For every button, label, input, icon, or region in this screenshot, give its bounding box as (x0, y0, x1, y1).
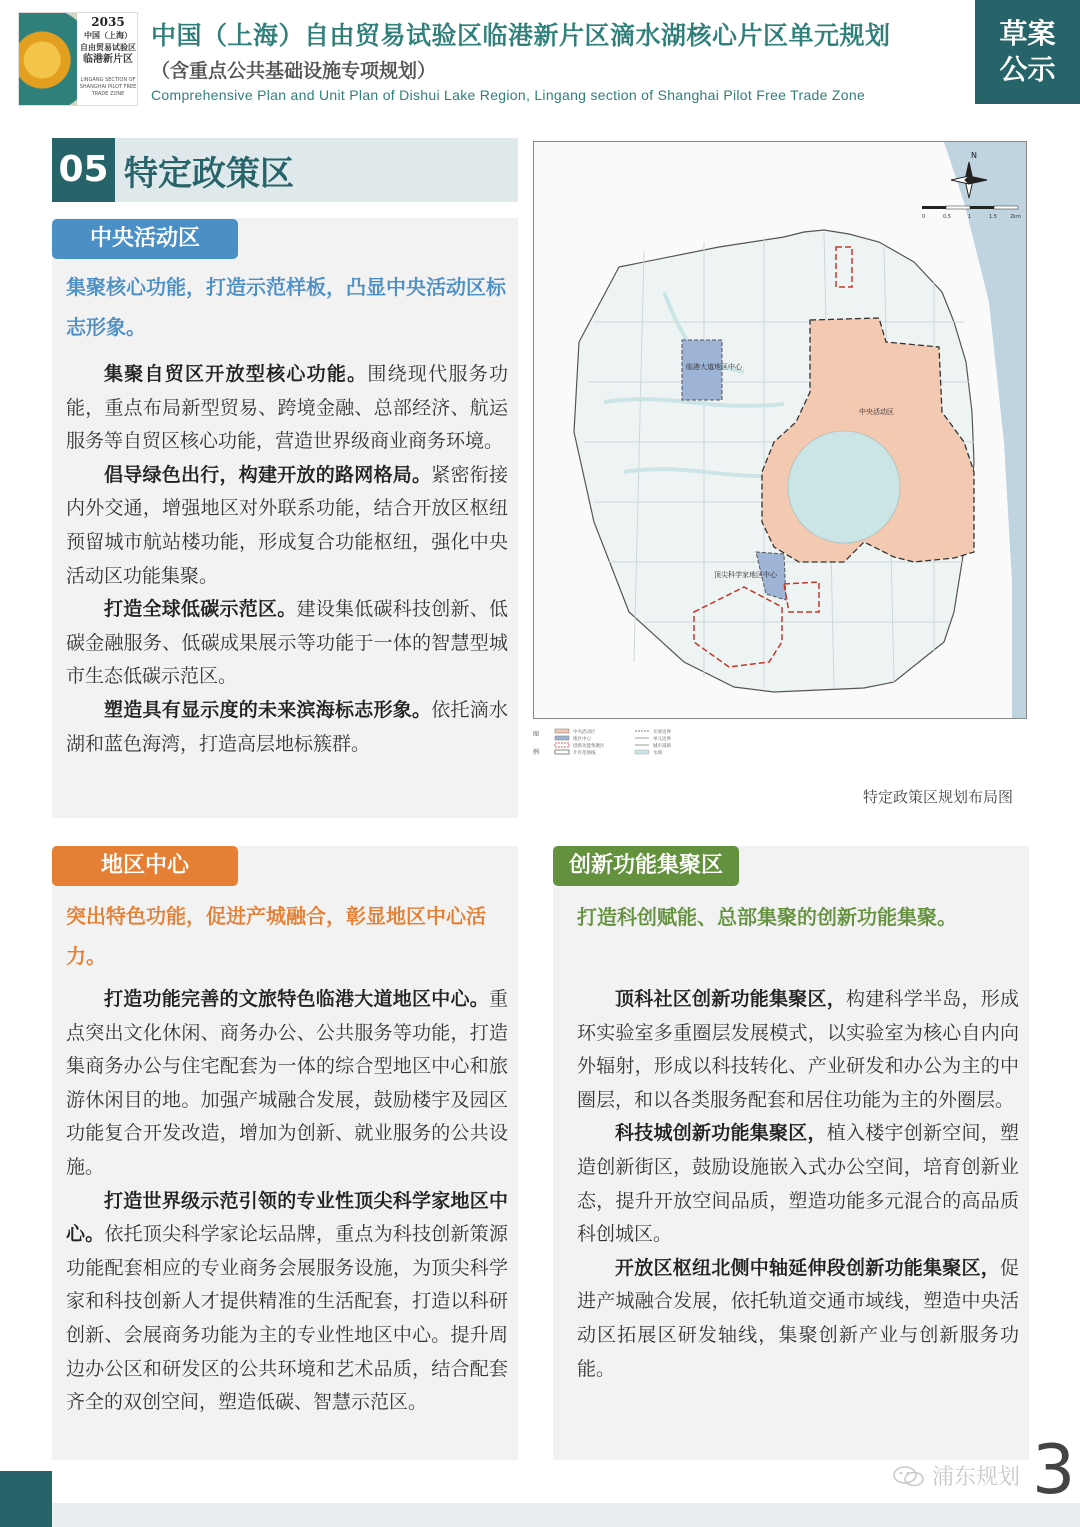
footer-strip (52, 1503, 1080, 1527)
legend-item: 中央活动区 (573, 730, 596, 735)
central-activity-body (66, 358, 508, 761)
paragraph: 倡导绿色出行，构建开放的路网格局。紧密衔接内外交通，增强地区对外联系功能，结合开放区枢纽预留城市航站楼功能，形成复合功能枢纽，强化中央活动区功能集聚。 (66, 463, 508, 587)
scale-tick: 1.5 (989, 214, 997, 220)
section-heading (52, 138, 518, 202)
legend-item: 水域 (653, 751, 662, 756)
document-subtitle: （含重点公共基础设施专项规划） (151, 60, 437, 82)
logo-english: LINGANG SECTION OF SHANGHAI PILOT FREE TRADE ZONE (79, 77, 137, 97)
draft-badge-line-2: 公示 (999, 53, 1056, 86)
page-header (0, 0, 1080, 110)
district-center-body (66, 983, 508, 1420)
wechat-icon (892, 1465, 926, 1487)
map-label-district-center-2: 顶尖科学家地区中心 (714, 571, 777, 579)
logo-line-2: 自由贸易试验区 (80, 43, 136, 52)
legend-item: 片区范围线 (573, 751, 596, 756)
map-graphic (534, 142, 1027, 719)
logo-line-3: 临港新片区 (83, 54, 133, 65)
paragraph: 打造功能完善的文旅特色临港大道地区中心。重点突出文化休闲、商务办公、公共服务等功能，打造集商务办公与住宅配套为一体的综合型地区中心和旅游休闲目的地。加强产城融合发展，鼓励楼宇及园区功能复合开发改造，增加为创新、就业服务的公共设施。 (66, 988, 508, 1178)
scale-tick: 0 (922, 214, 926, 220)
central-activity-lead: 集聚核心功能，打造示范样板，凸显中央活动区标志形象。 (66, 275, 506, 339)
district-center-lead: 突出特色功能，促进产城融合，彰显地区中心活力。 (66, 904, 486, 968)
draft-badge (975, 0, 1080, 104)
map-legend (533, 727, 693, 761)
scale-tick: 0.5 (943, 214, 951, 220)
policy-zone-map (533, 141, 1027, 719)
legend-item: 单元边界 (653, 737, 671, 742)
paragraph: 集聚自贸区开放型核心功能。围绕现代服务功能，重点布局新型贸易、跨境金融、总部经济、航运服务等自贸区核心功能，营造世界级商业商务环境。 (66, 363, 508, 453)
scale-tick: 1 (968, 214, 972, 220)
section-title: 特定政策区 (124, 154, 294, 194)
logo-line-1: 中国（上海） (84, 31, 132, 40)
paragraph: 塑造具有显示度的未来滨海标志形象。依托滴水湖和蓝色海湾，打造高层地标簇群。 (66, 698, 508, 755)
footer-accent (0, 1471, 52, 1527)
legend-item: 城市道路 (653, 744, 671, 749)
logo-year: 2035 (91, 15, 125, 29)
document-title: 中国（上海）自由贸易试验区临港新片区滴水湖核心片区单元规划 (151, 21, 891, 50)
paragraph: 顶科社区创新功能集聚区，构建科学半岛，形成环实验室多重圈层发展模式，以实验室为核心自内向外辐射，形成以科技转化、产业研发和办公为主的中圈层，和以各类服务配套和居住功能为主的外圈层。 (577, 988, 1019, 1111)
section-number: 05 (52, 138, 115, 202)
watermark (892, 1460, 1020, 1491)
district-center-tag: 地区中心 (52, 846, 238, 886)
scale-tick: 2km (1010, 214, 1021, 220)
paragraph: 打造全球低碳示范区。建设集低碳科技创新、低碳金融服务、低碳成果展示等功能于一体的智慧型城市生态低碳示范区。 (66, 598, 508, 688)
innovation-lead: 打造科创赋能、总部集聚的创新功能集聚。 (577, 905, 957, 929)
page-number: 3 (1032, 1431, 1076, 1510)
map-caption: 特定政策区规划布局图 (863, 788, 1014, 806)
paragraph: 开放区枢纽北侧中轴延伸段创新功能集聚区，促进产城融合发展，依托轨道交通市域线，塑造中央活动区拓展区研发轴线，集聚创新产业与创新服务功能。 (577, 1256, 1019, 1380)
map-label-district-center-1: 临港大道地区中心 (686, 363, 742, 371)
watermark-text: 浦东规划 (932, 1465, 1021, 1490)
north-label: N (971, 151, 977, 160)
paragraph: 科技城创新功能集聚区，植入楼宇创新空间，塑造创新街区，鼓励设施嵌入式办公空间，培育创新业态，提升开放空间品质，塑造功能多元混合的高品质科创城区。 (577, 1122, 1019, 1246)
plan-logo (18, 12, 138, 106)
legend-item: 开放边界 (653, 730, 671, 735)
innovation-tag: 创新功能集聚区 (553, 846, 739, 886)
document-title-english: Comprehensive Plan and Unit Plan of Dishui Lake Region, Lingang section of Shanghai Pilot Free Trade Zone (151, 87, 866, 103)
draft-badge-line-1: 草案 (999, 17, 1056, 50)
central-activity-tag: 中央活动区 (52, 219, 238, 259)
legend-title: 例 (533, 749, 540, 756)
legend-item: 地区中心 (573, 737, 591, 742)
legend-item: 创新功能集聚区 (573, 744, 605, 749)
legend-title: 图 (533, 731, 540, 738)
paragraph: 打造世界级示范引领的专业性顶尖科学家地区中心。依托顶尖科学家论坛品牌，重点为科技创新策源功能配套相应的专业商务会展服务设施，为顶尖科学家和科技创新人才提供精准的生活配套，打造以科研创新、会展商务功能为主的专业性地区中心。提升周边办公区和研发区的公共环境和艺术品质，结合配套齐全的双创空间，塑造低碳、智慧示范区。 (66, 1189, 508, 1414)
innovation-body (577, 983, 1019, 1386)
legend-graphic (533, 727, 693, 761)
map-label-cbd: 中央活动区 (859, 408, 894, 416)
logo-emblem (19, 13, 77, 106)
